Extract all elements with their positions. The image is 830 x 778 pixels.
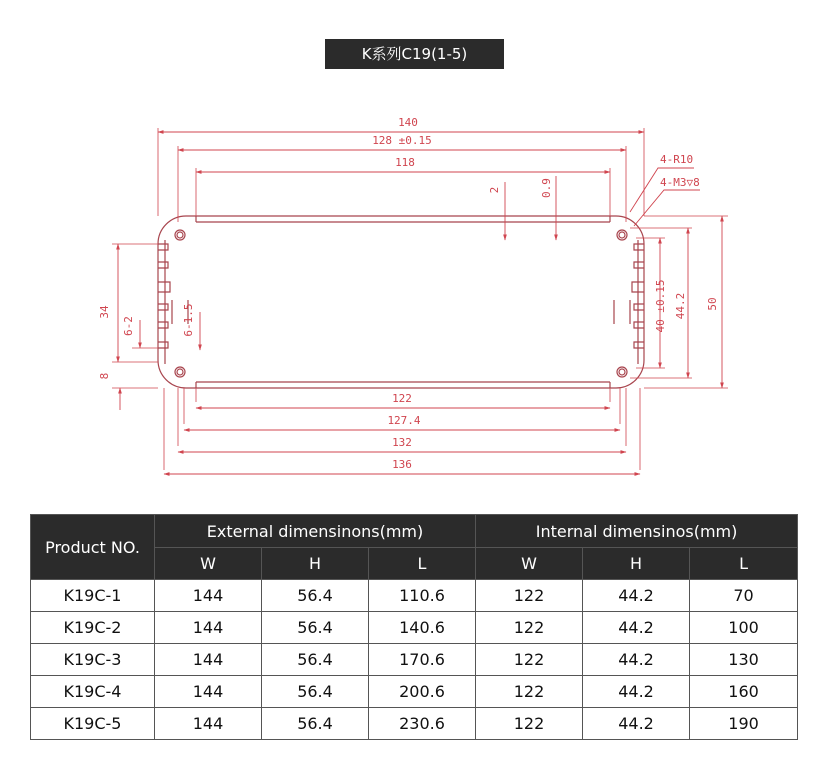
- dim-6-2-label: 6-2: [122, 316, 135, 336]
- table-cell: 144: [155, 708, 262, 740]
- table-cell: 130: [690, 644, 798, 676]
- page-title: K系列C19(1-5): [325, 39, 504, 69]
- dim-34-label: 34: [98, 305, 111, 319]
- table-row: [31, 580, 798, 612]
- table-cell: 44.2: [583, 580, 690, 612]
- table-cell: 200.6: [369, 676, 476, 708]
- table-cell: 44.2: [583, 644, 690, 676]
- dim-44-2-label: 44.2: [674, 292, 687, 320]
- table-cell: 100: [690, 612, 798, 644]
- table-row: [31, 708, 798, 740]
- table-cell: 70: [690, 580, 798, 612]
- external-height-header: H: [262, 548, 369, 580]
- dim-140-label: 140: [398, 116, 418, 129]
- table-cell: 44.2: [583, 676, 690, 708]
- product-number-cell: K19C-4: [31, 676, 155, 708]
- external-length-header: L: [369, 548, 476, 580]
- dim-122-label: 122: [392, 392, 412, 405]
- product-number-cell: K19C-5: [31, 708, 155, 740]
- table-cell: 190: [690, 708, 798, 740]
- dim-118-label: 118: [395, 156, 415, 169]
- dimensions-table: [30, 514, 798, 740]
- table-cell: 122: [476, 708, 583, 740]
- note-radius-label: 4-R10: [660, 153, 694, 166]
- table-row: [31, 612, 798, 644]
- internal-dimensions-header: Internal dimensinos(mm): [476, 515, 798, 548]
- table-cell: 56.4: [262, 612, 369, 644]
- product-number-cell: K19C-1: [31, 580, 155, 612]
- internal-height-header: H: [583, 548, 690, 580]
- dim-2-label: 2: [488, 186, 501, 194]
- table-cell: 144: [155, 644, 262, 676]
- product-number-cell: K19C-2: [31, 612, 155, 644]
- note-thread-label: 4-M3▽8: [660, 176, 700, 189]
- product-number-cell: K19C-3: [31, 644, 155, 676]
- table-cell: 144: [155, 612, 262, 644]
- table-cell: 140.6: [369, 612, 476, 644]
- table-cell: 56.4: [262, 580, 369, 612]
- table-row: [31, 676, 798, 708]
- dim-136-label: 136: [392, 458, 412, 471]
- table-cell: 44.2: [583, 612, 690, 644]
- table-cell: 56.4: [262, 708, 369, 740]
- dim-40-label: 40 ±0.15: [654, 279, 667, 333]
- product-number-header: Product NO.: [31, 515, 155, 580]
- table-cell: 122: [476, 644, 583, 676]
- dim-8-label: 8: [98, 372, 111, 380]
- external-width-header: W: [155, 548, 262, 580]
- table-cell: 56.4: [262, 676, 369, 708]
- dim-6-1-5-label: 6-1.5: [182, 303, 195, 337]
- dim-132-label: 132: [392, 436, 412, 449]
- table-cell: 230.6: [369, 708, 476, 740]
- table-row: [31, 644, 798, 676]
- internal-width-header: W: [476, 548, 583, 580]
- dim-128-label: 128 ±0.15: [372, 134, 432, 147]
- table-cell: 44.2: [583, 708, 690, 740]
- table-cell: 144: [155, 676, 262, 708]
- profile-outline: [158, 216, 644, 388]
- external-dimensions-header: External dimensinons(mm): [155, 515, 476, 548]
- table-cell: 56.4: [262, 644, 369, 676]
- dim-127-4-label: 127.4: [387, 414, 421, 427]
- dim-0-9-label: 0.9: [540, 178, 553, 198]
- table-cell: 144: [155, 580, 262, 612]
- table-cell: 110.6: [369, 580, 476, 612]
- table-cell: 170.6: [369, 644, 476, 676]
- internal-length-header: L: [690, 548, 798, 580]
- table-cell: 122: [476, 676, 583, 708]
- dim-50-label: 50: [706, 297, 719, 311]
- table-cell: 122: [476, 580, 583, 612]
- table-cell: 160: [690, 676, 798, 708]
- table-cell: 122: [476, 612, 583, 644]
